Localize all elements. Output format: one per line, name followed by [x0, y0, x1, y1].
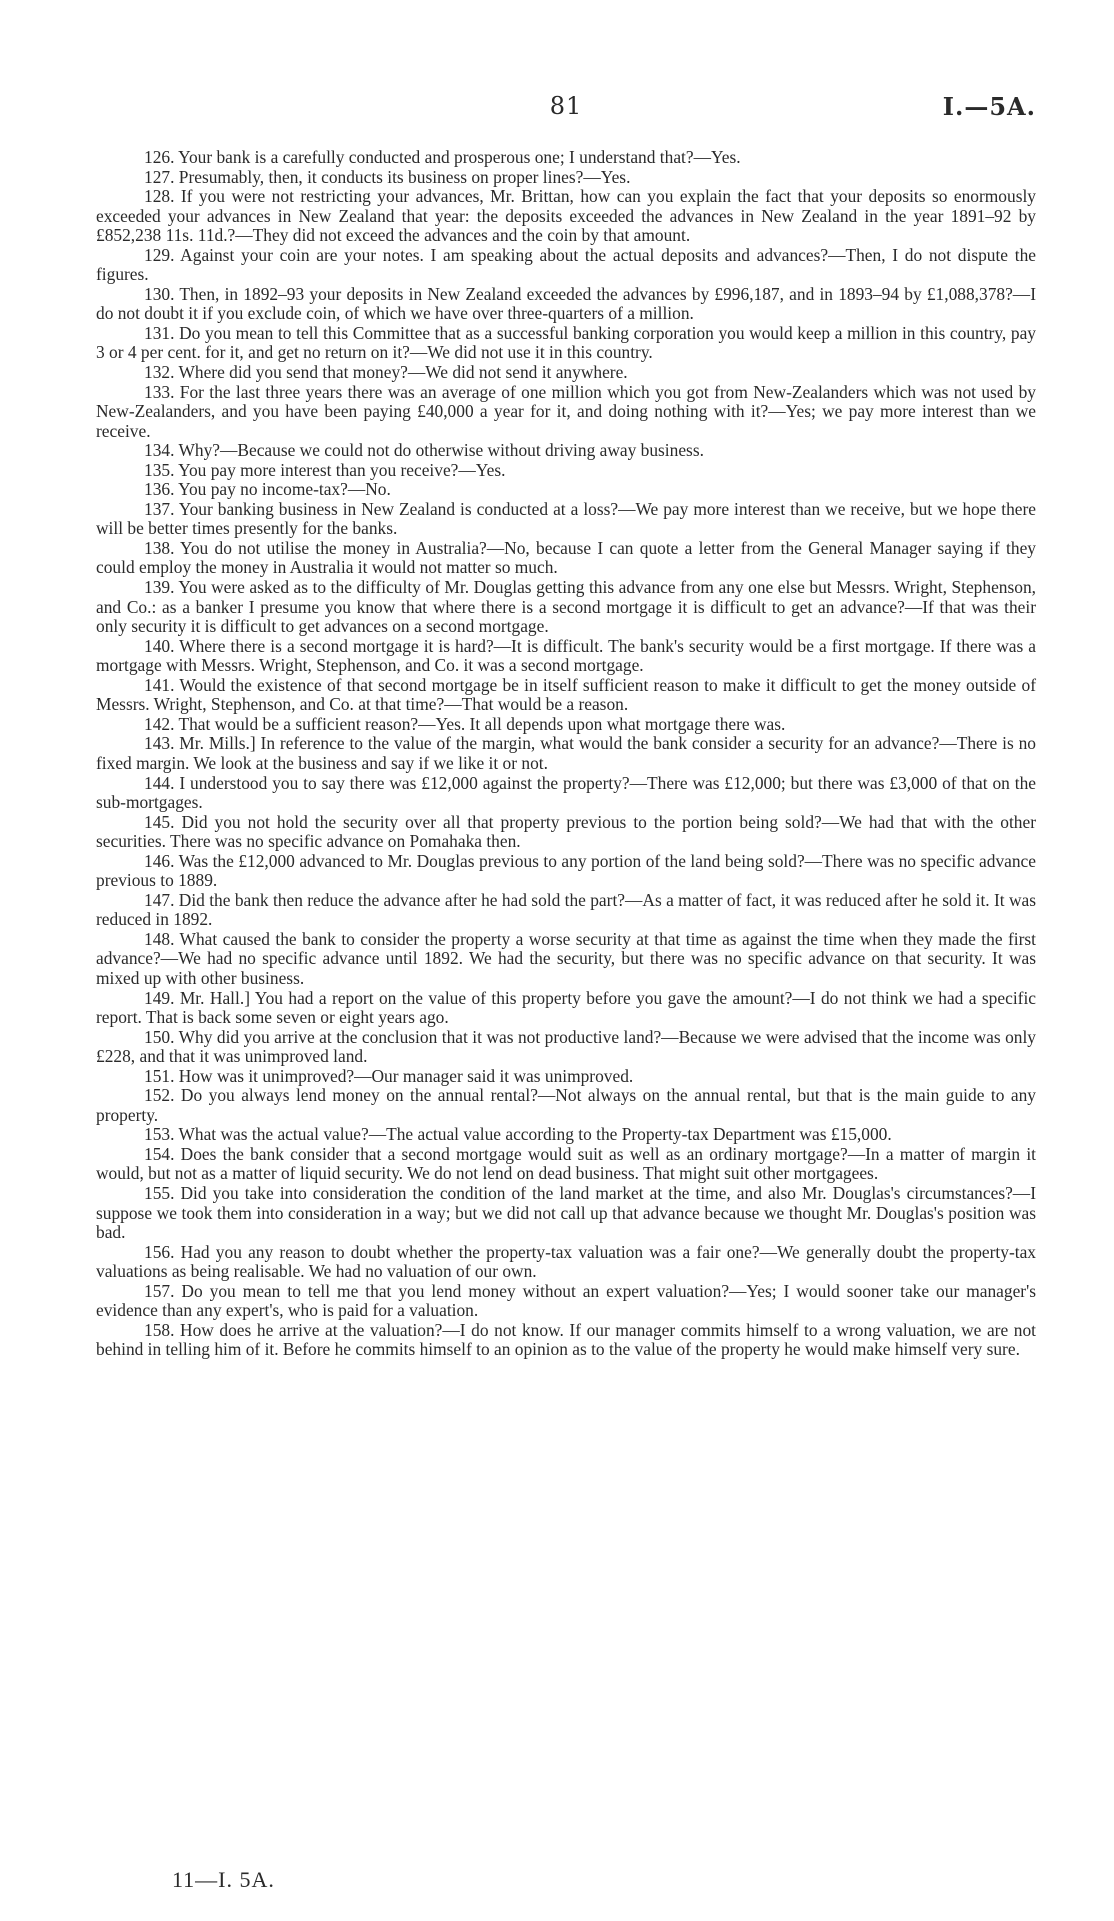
- paragraph-158: 158. How does he arrive at the valuation?—I do not know. If our manager commits himself to a wrong valuation, we are not behind in telling him of it. Before he commits himself to an opinion as to the value of the property he would make himself very sure.: [96, 1319, 1036, 1360]
- paragraph-136: 136. You pay no income-tax?—No.: [144, 479, 391, 500]
- paragraph-131: 131. Do you mean to tell this Committee that as a successful banking corporation you would keep a million in this country, pay 3 or 4 per cent. for it, and get no return on it?—We did not use it in this country.: [96, 322, 1036, 363]
- paragraph-139: 139. You were asked as to the difficulty of Mr. Douglas getting this advance from any one else but Messrs. Wright, Stephenson, and Co.: as a banker I presume you know that where there is a second mortgage it is difficult to get an advance?—If that was their only security it is difficult to get advances on a second mortgage.: [96, 577, 1036, 637]
- paragraph-144: 144. I understood you to say there was £12,000 against the property?—There was £12,000; but there was £3,000 of that on the sub-mortgages.: [96, 772, 1036, 813]
- page-number: 81: [549, 92, 583, 120]
- paragraph-150: 150. Why did you arrive at the conclusion that it was not productive land?—Because we were advised that the income was only £228, and that it was unimproved land.: [96, 1026, 1036, 1067]
- paragraph-157: 157. Do you mean to tell me that you lend money without an expert valuation?—Yes; I would sooner take our manager's evidence than any expert's, who is paid for a valuation.: [96, 1280, 1036, 1321]
- paragraph-138: 138. You do not utilise the money in Australia?—No, because I can quote a letter from the General Manager saying if they could employ the money in Australia it would not matter so much.: [96, 537, 1036, 578]
- paragraph-135: 135. You pay more interest than you receive?—Yes.: [144, 459, 506, 480]
- paragraph-133: 133. For the last three years there was an average of one million which you got from New-Zealanders which was not used by New-Zealanders, and you have been paying £40,000 a year for it, and doing nothing with it?—Yes; we pay more interest than we receive.: [96, 381, 1036, 441]
- paragraph-132: 132. Where did you send that money?—We did not send it anywhere.: [144, 362, 628, 383]
- paragraph-142: 142. That would be a sufficient reason?—Yes. It all depends upon what mortgage there was.: [144, 713, 786, 734]
- paragraph-154: 154. Does the bank consider that a second mortgage would suit as well as an ordinary mortgage?—In a matter of margin it would, but not as a matter of liquid security. We do not lend on dead business. That might suit other mortgagees.: [96, 1143, 1036, 1184]
- paragraph-148: 148. What caused the bank to consider the property a worse security at that time as against the time when they made the first advance?—We had no specific advance until 1892. We had the security, but there was no specific advance on that security. It was mixed up with other business.: [96, 928, 1036, 988]
- paragraph-156: 156. Had you any reason to doubt whether the property-tax valuation was a fair one?—We generally doubt the property-tax valuations as being realisable. We had no valuation of our own.: [96, 1241, 1036, 1282]
- paragraph-141: 141. Would the existence of that second mortgage be in itself sufficient reason to make it difficult to get the money outside of Messrs. Wright, Stephenson, and Co. at that time?—That would be a reason.: [96, 674, 1036, 715]
- paragraph-155: 155. Did you take into consideration the condition of the land market at the time, and also Mr. Douglas's circumstances?—I suppose we took them into consideration in a way; but we did not call up that advance because we thought Mr. Douglas's position was bad.: [96, 1182, 1036, 1243]
- paragraph-147: 147. Did the bank then reduce the advance after he had sold the part?—As a matter of fact, it was reduced after he sold it. It was reduced in 1892.: [96, 889, 1036, 930]
- paragraph-126: 126. Your bank is a carefully conducted and prosperous one; I understand that?—Yes.: [144, 147, 741, 167]
- paragraph-130: 130. Then, in 1892–93 your deposits in New Zealand exceeded the advances by £996,187, and in 1893–94 by £1,088,378?—I do not doubt it if you exclude coin, of which we have over three-quarters of a million.: [96, 283, 1036, 324]
- paragraph-128: 128. If you were not restricting your advances, Mr. Brittan, how can you explain the fact that your deposits so enormously exceeded your advances in New Zealand that year: the deposits exceeded the advances in New Zealand in the year 1891–92 by £852,238 11s. 11d.?—They did not exceed the advances and the coin by that amount.: [96, 186, 1036, 246]
- paragraph-140: 140. Where there is a second mortgage it is hard?—It is difficult. The bank's security would be a first mortgage. If there was a mortgage with Messrs. Wright, Stephenson, and Co. it was a second mortgage.: [96, 635, 1036, 676]
- paragraph-134: 134. Why?—Because we could not do otherwise without driving away business.: [144, 440, 704, 461]
- paragraph-137: 137. Your banking business in New Zealand is conducted at a loss?—We pay more interest than we receive, but we hope there will be better times presently for the banks.: [96, 498, 1036, 539]
- paragraph-143: 143. Mr. Mills.] In reference to the value of the margin, what would the bank consider a security for an advance?—There is no fixed margin. We look at the business and say if we like it or not.: [96, 733, 1036, 773]
- paragraph-146: 146. Was the £12,000 advanced to Mr. Douglas previous to any portion of the land being sold?—There was no specific advance previous to 1889.: [96, 850, 1036, 891]
- paragraph-153: 153. What was the actual value?—The actual value according to the Property-tax Department was £15,000.: [144, 1124, 892, 1145]
- paragraph-149: 149. Mr. Hall.] You had a report on the value of this property before you gave the amount?—I do not think we had a specific report. That is back some seven or eight years ago.: [96, 987, 1036, 1028]
- printer-signature: 11—I. 5A.: [172, 1867, 275, 1892]
- paragraph-129: 129. Against your coin are your notes. I am speaking about the actual deposits and advances?—Then, I do not dispute the figures.: [96, 244, 1036, 285]
- document-reference: I.—5A.: [942, 92, 1036, 121]
- paragraph-127: 127. Presumably, then, it conducts its business on proper lines?—Yes.: [144, 166, 631, 187]
- page-header: [96, 92, 1036, 122]
- paragraph-151: 151. How was it unimproved?—Our manager said it was unimproved.: [144, 1065, 634, 1086]
- paragraph-152: 152. Do you always lend money on the annual rental?—Not always on the annual rental, but that is the main guide to any property.: [96, 1085, 1036, 1125]
- paragraph-145: 145. Did you not hold the security over all that property previous to the portion being sold?—We had that with the other securities. There was no specific advance on Pomahaka then.: [96, 811, 1036, 852]
- evidence-text: [96, 148, 1036, 1360]
